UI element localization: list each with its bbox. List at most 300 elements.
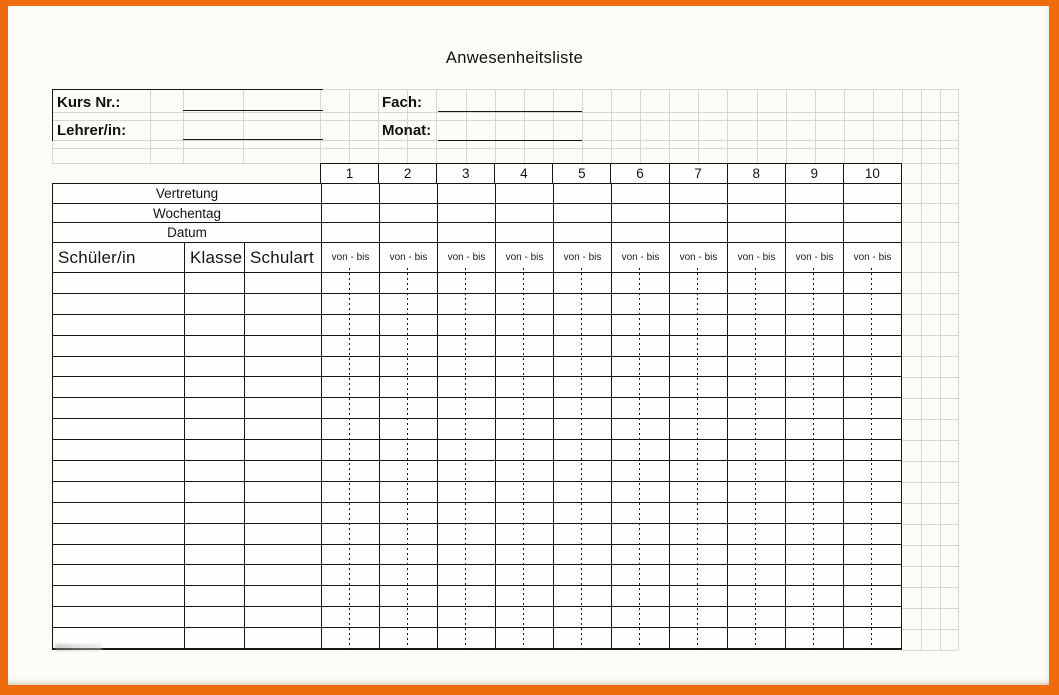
session-cell (843, 273, 901, 293)
session-cell (553, 524, 611, 544)
session-cell (379, 336, 437, 356)
meta-row-label: Vertretung (155, 185, 219, 201)
grid-line (873, 89, 874, 163)
session-cell (321, 586, 379, 606)
session-cell (843, 294, 901, 314)
grid-line (52, 120, 958, 121)
session-cell (553, 628, 611, 648)
grid-line (902, 461, 958, 462)
grid-line (902, 482, 958, 483)
grid-line (902, 242, 958, 243)
meta-cell (611, 204, 669, 223)
von-bis-divider (639, 268, 640, 650)
grid-line (183, 89, 184, 163)
student-cell (184, 586, 244, 606)
session-cell (495, 377, 553, 397)
meta-cell (785, 184, 843, 203)
student-cell (53, 357, 184, 377)
von-bis-divider (697, 268, 698, 650)
session-cell (437, 336, 495, 356)
session-cell (669, 628, 727, 648)
session-cell (669, 607, 727, 627)
session-cell (553, 336, 611, 356)
session-cell (727, 482, 785, 502)
session-cell (321, 336, 379, 356)
student-cell (53, 565, 184, 585)
grid-line (436, 89, 437, 163)
meta-row (53, 222, 901, 242)
grid-line (786, 89, 787, 163)
session-cell (669, 440, 727, 460)
session-cell (437, 461, 495, 481)
session-cell (611, 336, 669, 356)
session-cell (437, 586, 495, 606)
session-cell (321, 503, 379, 523)
session-cell (727, 461, 785, 481)
student-cell (184, 482, 244, 502)
student-cell (53, 398, 184, 418)
session-cell (669, 336, 727, 356)
lehrer-input-line (183, 139, 323, 140)
meta-cell (843, 184, 901, 203)
session-cell (785, 607, 843, 627)
grid-line (553, 89, 554, 163)
session-cell (669, 315, 727, 335)
session-cell (669, 565, 727, 585)
session-cell (379, 294, 437, 314)
von-bis-header-cell: von - bis (843, 243, 901, 272)
table-body-row (53, 627, 901, 648)
grid-line (757, 89, 758, 163)
student-cell (53, 440, 184, 460)
kurs-nr-label: Kurs Nr.: (57, 94, 121, 111)
footer-smudge (55, 644, 102, 651)
von-bis-divider (813, 268, 814, 650)
student-cell (184, 336, 244, 356)
von-bis-header-cell: von - bis (495, 243, 553, 272)
session-cell (785, 524, 843, 544)
session-cell (785, 503, 843, 523)
student-cell (53, 503, 184, 523)
grid-line (902, 608, 958, 609)
student-cell (184, 461, 244, 481)
student-cell (244, 586, 321, 606)
student-cell (53, 419, 184, 439)
von-bis-divider (407, 268, 408, 650)
session-cell (669, 503, 727, 523)
table-body-row (53, 273, 901, 293)
grid-line (52, 148, 958, 149)
student-cell (184, 419, 244, 439)
grid-line (320, 89, 321, 163)
session-cell (379, 628, 437, 648)
session-cell (321, 461, 379, 481)
grid-line (524, 89, 525, 163)
meta-cell (553, 204, 611, 223)
session-cell (785, 419, 843, 439)
von-bis-header-cell: von - bis (437, 243, 495, 272)
grid-line (902, 650, 958, 651)
table-body-row (53, 335, 901, 356)
session-cell (495, 461, 553, 481)
meta-cell (495, 184, 553, 203)
session-cell (379, 315, 437, 335)
session-cell (843, 357, 901, 377)
session-cell (553, 607, 611, 627)
grid-line (902, 398, 958, 399)
student-cell (184, 398, 244, 418)
session-cell (321, 628, 379, 648)
meta-cell (495, 204, 553, 223)
session-cell (669, 461, 727, 481)
meta-cell (785, 223, 843, 242)
student-cell (244, 545, 321, 565)
session-number-cell: 6 (610, 164, 668, 183)
session-cell (611, 545, 669, 565)
session-cell (611, 315, 669, 335)
student-cell (244, 607, 321, 627)
session-cell (437, 273, 495, 293)
session-cell (843, 524, 901, 544)
header-cell-student: Schüler/in (58, 247, 136, 267)
table-body-row (53, 397, 901, 418)
session-cell (611, 482, 669, 502)
session-cell (379, 461, 437, 481)
session-cell (611, 461, 669, 481)
grid-line (902, 222, 958, 223)
session-cell (553, 398, 611, 418)
session-cell (669, 524, 727, 544)
table-body-row (53, 481, 901, 502)
session-cell (437, 419, 495, 439)
session-cell (843, 628, 901, 648)
grid-line (669, 89, 670, 163)
von-bis-header-cell: von - bis (727, 243, 785, 272)
meta-cell (785, 204, 843, 223)
meta-cell (669, 204, 727, 223)
session-cell (843, 586, 901, 606)
grid-line (902, 89, 903, 163)
session-cell (437, 377, 495, 397)
session-cell (321, 294, 379, 314)
session-cell (437, 315, 495, 335)
session-cell (843, 419, 901, 439)
table-body-row (53, 439, 901, 460)
grid-line (815, 89, 816, 163)
von-bis-header-cell: von - bis (611, 243, 669, 272)
session-cell (669, 586, 727, 606)
table-body-row (53, 502, 901, 523)
table-body-row (53, 523, 901, 544)
session-cell (379, 440, 437, 460)
session-cell (727, 294, 785, 314)
student-cell (53, 607, 184, 627)
meta-cell (669, 223, 727, 242)
session-cell (843, 315, 901, 335)
meta-row-label: Datum (167, 225, 207, 241)
session-cell (611, 586, 669, 606)
grid-line (902, 524, 958, 525)
session-cell (611, 377, 669, 397)
fach-input-line (438, 111, 582, 112)
session-cell (727, 628, 785, 648)
von-bis-header-cell: von - bis (379, 243, 437, 272)
session-cell (321, 398, 379, 418)
session-cell (553, 315, 611, 335)
student-cell (184, 273, 244, 293)
grid-line (698, 89, 699, 163)
meta-row (53, 203, 901, 223)
grid-line (640, 89, 641, 163)
student-cell (53, 315, 184, 335)
table-body-row (53, 376, 901, 397)
session-cell (437, 482, 495, 502)
table-body-row (53, 564, 901, 585)
grid-line (582, 89, 583, 163)
meta-cell (727, 204, 785, 223)
session-cell (495, 524, 553, 544)
session-cell (727, 273, 785, 293)
monat-label: Monat: (382, 122, 432, 139)
meta-cell (611, 223, 669, 242)
meta-cell (611, 184, 669, 203)
session-cell (843, 482, 901, 502)
session-cell (495, 273, 553, 293)
session-number-cell: 8 (727, 164, 785, 183)
grid-line (958, 89, 959, 650)
von-bis-divider (871, 268, 872, 650)
meta-cell (321, 184, 379, 203)
grid-line (844, 89, 845, 163)
grid-line (466, 89, 467, 163)
session-cell (611, 294, 669, 314)
form-box-top-border (52, 89, 323, 90)
session-cell (843, 398, 901, 418)
session-cell (843, 461, 901, 481)
session-cell (727, 315, 785, 335)
session-cell (495, 398, 553, 418)
student-cell (184, 440, 244, 460)
session-cell (321, 419, 379, 439)
table-body-row (53, 460, 901, 481)
von-bis-header-cell: von - bis (321, 243, 379, 272)
session-cell (321, 440, 379, 460)
student-cell (184, 503, 244, 523)
session-cell (379, 524, 437, 544)
student-cell (53, 524, 184, 544)
session-cell (611, 398, 669, 418)
session-cell (553, 419, 611, 439)
session-cell (437, 294, 495, 314)
meta-cell (553, 223, 611, 242)
grid-line (902, 419, 958, 420)
session-number-cell: 7 (669, 164, 727, 183)
meta-row (53, 184, 901, 203)
student-cell (184, 628, 244, 648)
student-cell (244, 482, 321, 502)
student-cell (244, 565, 321, 585)
session-cell (843, 545, 901, 565)
meta-cell (437, 204, 495, 223)
student-cell (244, 503, 321, 523)
grid-line (495, 89, 496, 163)
session-cell (785, 273, 843, 293)
student-cell (184, 524, 244, 544)
session-cell (669, 419, 727, 439)
session-cell (785, 628, 843, 648)
session-cell (495, 565, 553, 585)
session-cell (379, 482, 437, 502)
student-cell (244, 524, 321, 544)
session-cell (321, 524, 379, 544)
session-cell (785, 482, 843, 502)
session-cell (495, 419, 553, 439)
session-cell (379, 607, 437, 627)
student-cell (244, 628, 321, 648)
grid-line (902, 377, 958, 378)
session-cell (669, 482, 727, 502)
session-cell (437, 357, 495, 377)
kurs-nr-input-line (183, 110, 323, 111)
student-cell (53, 294, 184, 314)
session-cell (495, 336, 553, 356)
table-body-row (53, 544, 901, 565)
session-cell (379, 586, 437, 606)
student-cell (53, 586, 184, 606)
session-cell (553, 357, 611, 377)
meta-cell (379, 184, 437, 203)
session-cell (669, 357, 727, 377)
session-cell (495, 545, 553, 565)
session-cell (785, 545, 843, 565)
session-cell (669, 294, 727, 314)
student-cell (244, 357, 321, 377)
von-bis-divider (465, 268, 466, 650)
session-number-cell: 4 (494, 164, 552, 183)
session-cell (321, 273, 379, 293)
page-title: Anwesenheitsliste (445, 49, 584, 67)
session-cell (553, 503, 611, 523)
session-cell (843, 503, 901, 523)
grid-line (243, 89, 244, 163)
session-cell (553, 482, 611, 502)
session-cell (785, 315, 843, 335)
session-cell (843, 607, 901, 627)
table-body-row (53, 293, 901, 314)
student-cell (53, 545, 184, 565)
fach-label: Fach: (382, 94, 423, 111)
meta-cell (495, 223, 553, 242)
student-cell (184, 315, 244, 335)
header-cell-klasse: Klasse (184, 243, 244, 272)
session-cell (669, 398, 727, 418)
session-cell (727, 607, 785, 627)
grid-line (902, 356, 958, 357)
session-cell (553, 273, 611, 293)
student-cell (53, 377, 184, 397)
session-cell (727, 440, 785, 460)
session-cell (553, 586, 611, 606)
session-cell (669, 377, 727, 397)
session-cell (379, 419, 437, 439)
session-cell (495, 607, 553, 627)
session-cell (785, 461, 843, 481)
session-cell (553, 294, 611, 314)
header-cell-schulart: Schulart (244, 243, 321, 272)
session-cell (495, 315, 553, 335)
session-cell (495, 440, 553, 460)
session-cell (437, 545, 495, 565)
session-number-cell: 2 (378, 164, 436, 183)
session-cell (727, 586, 785, 606)
session-cell (785, 565, 843, 585)
session-cell (727, 503, 785, 523)
meta-cell (727, 184, 785, 203)
student-cell (53, 461, 184, 481)
session-cell (611, 607, 669, 627)
grid-line (902, 440, 958, 441)
session-cell (785, 357, 843, 377)
session-cell (785, 294, 843, 314)
session-cell (611, 440, 669, 460)
von-bis-divider (523, 268, 524, 650)
table-body (52, 272, 902, 650)
session-cell (727, 336, 785, 356)
grid-line (902, 314, 958, 315)
student-cell (244, 440, 321, 460)
session-cell (321, 357, 379, 377)
student-cell (184, 545, 244, 565)
session-cell (727, 565, 785, 585)
grid-line (902, 503, 958, 504)
student-cell (53, 482, 184, 502)
student-cell (184, 565, 244, 585)
session-cell (379, 377, 437, 397)
session-cell (437, 398, 495, 418)
lehrer-label: Lehrer/in: (57, 122, 127, 139)
session-cell (611, 357, 669, 377)
table-body-row (53, 585, 901, 606)
meta-rows-box (52, 183, 902, 242)
session-cell (843, 565, 901, 585)
session-cell (321, 377, 379, 397)
von-bis-header-cell: von - bis (669, 243, 727, 272)
session-cell (785, 586, 843, 606)
meta-cell (843, 204, 901, 223)
table-body-row (53, 418, 901, 439)
grid-line (902, 272, 958, 273)
session-cell (785, 398, 843, 418)
session-cell (553, 461, 611, 481)
student-cell (184, 294, 244, 314)
grid-line (727, 89, 728, 163)
student-cell (244, 398, 321, 418)
form-box-left-border (52, 89, 53, 141)
session-cell (437, 628, 495, 648)
session-cell (669, 273, 727, 293)
session-cell (727, 377, 785, 397)
session-cell (553, 545, 611, 565)
session-cell (785, 440, 843, 460)
meta-cell (379, 204, 437, 223)
grid-line (902, 545, 958, 546)
grid-line (902, 183, 958, 184)
student-cell (244, 294, 321, 314)
meta-cell (437, 184, 495, 203)
meta-cell (727, 223, 785, 242)
session-cell (495, 482, 553, 502)
von-bis-divider (755, 268, 756, 650)
